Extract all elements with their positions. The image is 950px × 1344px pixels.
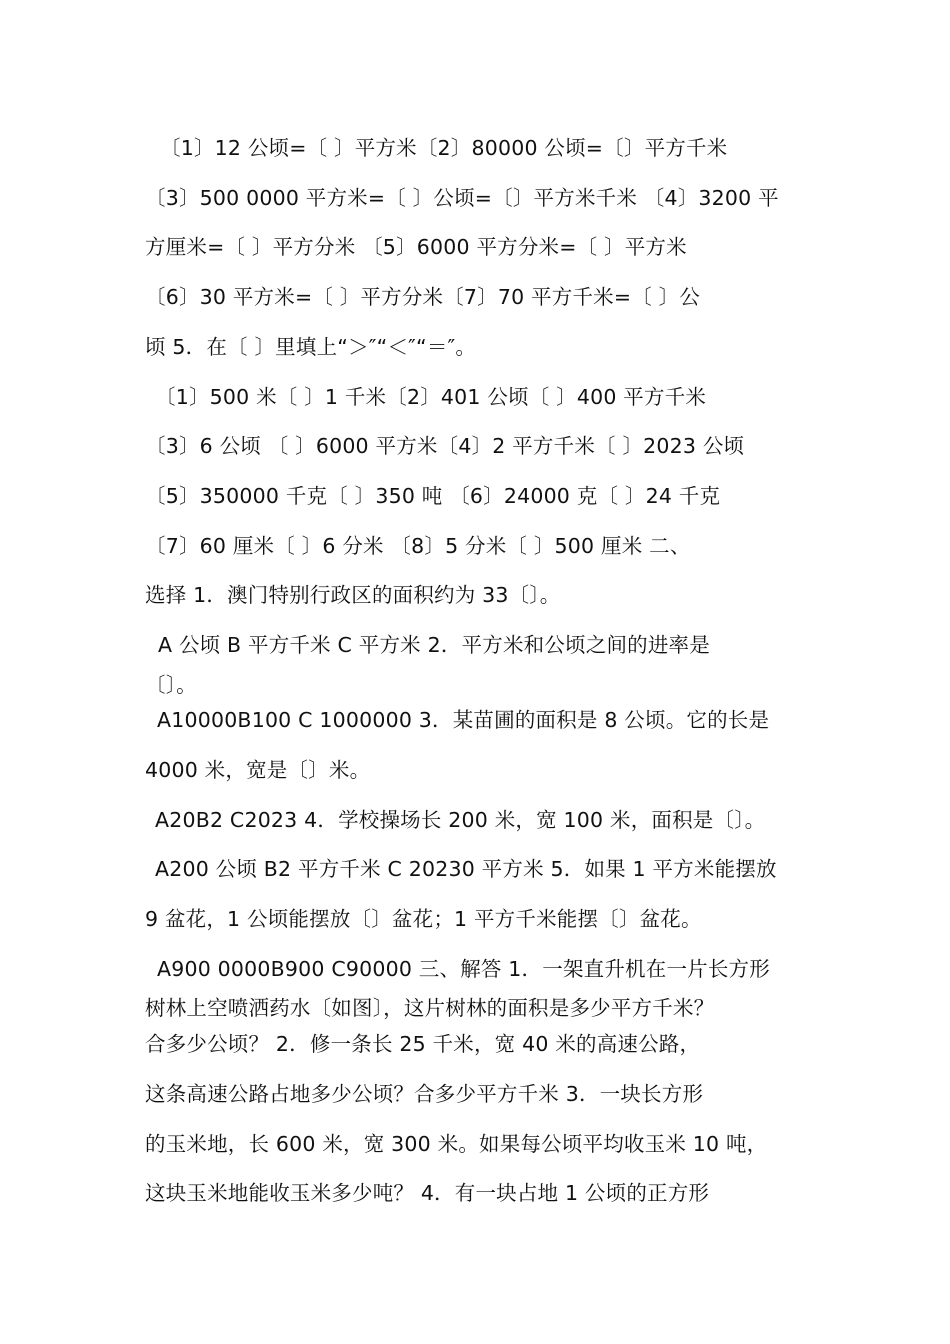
text-line: 这条高速公路占地多少公顷？合多少平方千米 3．一块长方形	[145, 1082, 704, 1106]
text-line: 〔3〕500 0000 平方米=〔 〕公顷=〔〕平方米千米 〔4〕3200 平	[145, 186, 779, 210]
text-line: A 公顷 B 平方千米 C 平方米 2．平方米和公顷之间的进率是	[158, 633, 710, 657]
text-line: 〔〕。	[145, 673, 197, 697]
text-line: A10000B100 C 1000000 3．某苗圃的面积是 8 公顷。它的长是	[157, 708, 770, 732]
text-line: 〔7〕60 厘米〔 〕6 分米 〔8〕5 分米〔 〕500 厘米 二、	[145, 534, 691, 558]
text-line: 树林上空喷洒药水〔如图〕，这片树林的面积是多少平方千米？	[145, 996, 715, 1020]
text-line: 〔3〕6 公顷 〔 〕6000 平方米〔4〕2 平方千米〔 〕2023 公顷	[145, 434, 745, 458]
text-line: 的玉米地，长 600 米，宽 300 米。如果每公顷平均收玉米 10 吨，	[145, 1132, 768, 1156]
text-line: 〔1〕500 米〔 〕1 千米〔2〕401 公顷〔 〕400 平方千米	[155, 385, 707, 409]
text-line: 〔6〕30 平方米=〔 〕平方分米〔7〕70 平方千米=〔 〕公	[145, 285, 701, 309]
text-line: 〔1〕12 公顷=〔 〕平方米〔2〕80000 公顷=〔〕平方千米	[160, 136, 728, 160]
text-line: 〔5〕350000 千克〔 〕350 吨 〔6〕24000 克〔 〕24 千克	[145, 484, 721, 508]
text-line: 这块玉米地能收玉米多少吨？ 4．有一块占地 1 公顷的正方形	[145, 1181, 710, 1205]
text-line: 顷 5．在〔 〕里填上“＞″“＜″“＝″。	[145, 335, 477, 359]
text-line: A20B2 C2023 4．学校操场长 200 米，宽 100 米，面积是〔〕。	[155, 808, 766, 832]
text-line: 合多少公顷？ 2．修一条长 25 千米，宽 40 米的高速公路，	[145, 1032, 701, 1056]
text-line: 9 盆花，1 公顷能摆放〔〕盆花；1 平方千米能摆〔〕盆花。	[145, 907, 702, 931]
text-line: 4000 米，宽是〔〕米。	[145, 758, 371, 782]
text-line: 选择 1．澳门特别行政区的面积约为 33〔〕。	[145, 583, 561, 607]
text-line: A900 0000B900 C90000 三、解答 1．一架直升机在一片长方形	[157, 957, 770, 981]
text-line: A200 公顷 B2 平方千米 C 20230 平方米 5．如果 1 平方米能摆放	[155, 857, 777, 881]
text-line: 方厘米=〔 〕平方分米 〔5〕6000 平方分米=〔 〕平方米	[145, 235, 687, 259]
